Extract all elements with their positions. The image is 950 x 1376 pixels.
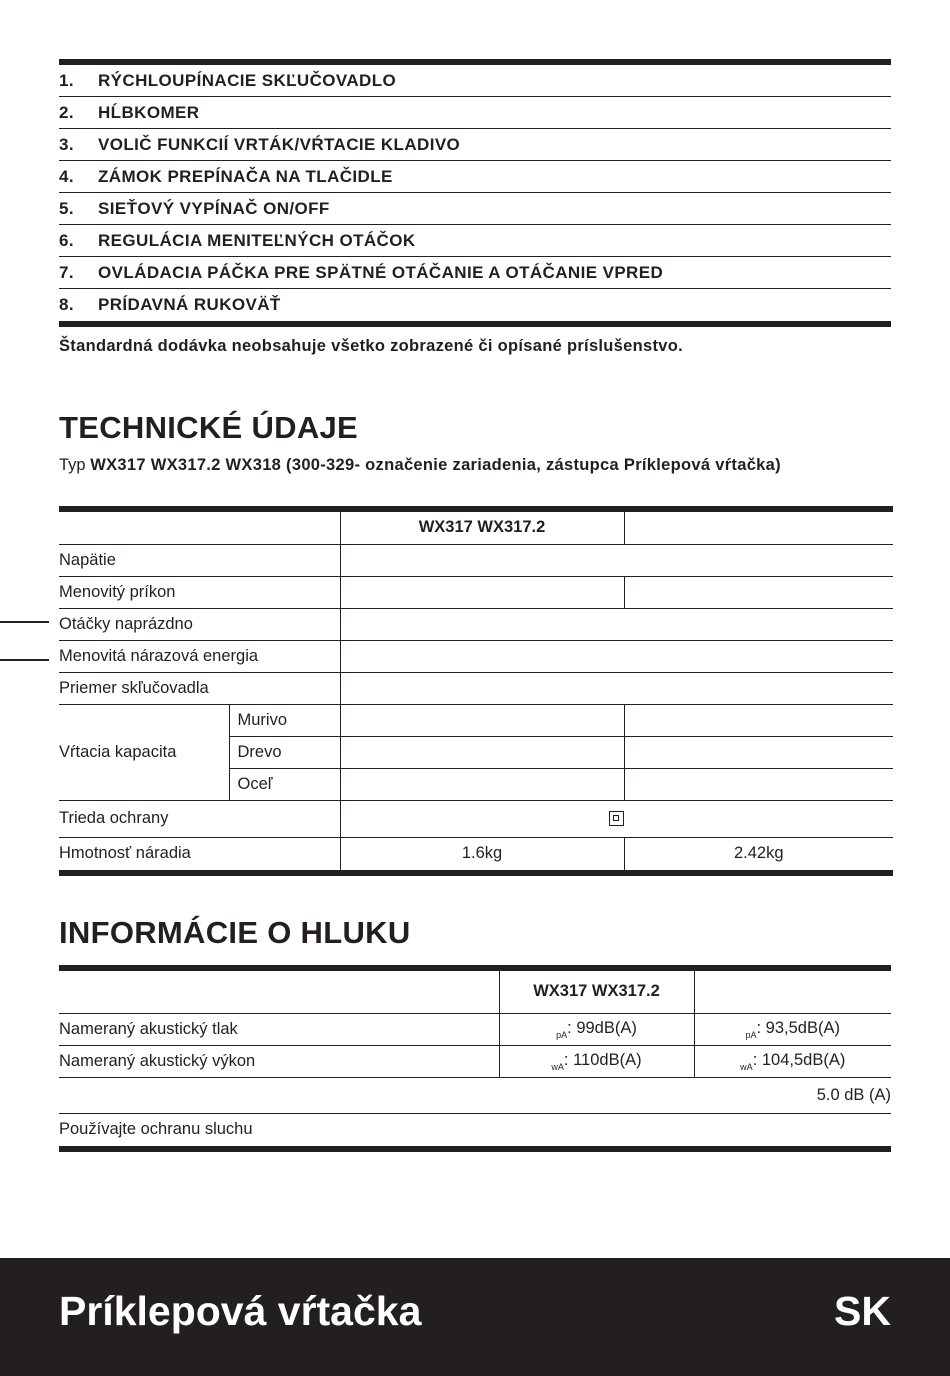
row-label: Priemer skľučovadla (59, 672, 340, 704)
table-row (59, 1077, 891, 1113)
row-value (340, 672, 893, 704)
row-label: Trieda ochrany (59, 800, 340, 837)
value-text: : 104,5dB(A) (752, 1050, 846, 1069)
value-text: : 99dB(A) (567, 1018, 637, 1037)
noise-title: INFORMÁCIE O HLUKU (59, 915, 411, 950)
table-row (59, 704, 893, 736)
sub-label: Murivo (229, 704, 340, 736)
sub-label: Drevo (229, 736, 340, 768)
part-number: 1. (59, 70, 74, 90)
part-number: 3. (59, 134, 74, 154)
part-number: 8. (59, 295, 74, 314)
parts-list-item (59, 193, 891, 225)
table-row (59, 576, 893, 608)
hearing-protection-note: Používajte ochranu sluchu (59, 1113, 891, 1149)
row-label: Nameraný akustický tlak (59, 1013, 499, 1045)
part-number: 4. (59, 166, 74, 186)
pressure-value-1 (499, 1013, 694, 1045)
language-code: SK (834, 1288, 891, 1334)
part-label: PRÍDAVNÁ RUKOVÄŤ (98, 295, 281, 314)
parts-list-item (59, 161, 891, 193)
header-model-2 (624, 512, 893, 544)
row-value (624, 704, 893, 736)
row-value (340, 608, 893, 640)
uncertainty-value: 5.0 dB (A) (59, 1077, 891, 1113)
row-value (340, 736, 624, 768)
row-label: Otáčky naprázdno (59, 608, 340, 640)
tech-table-wrap (59, 506, 893, 876)
row-value (340, 640, 893, 672)
noise-table (59, 971, 891, 1152)
row-value (624, 736, 893, 768)
row-value (340, 768, 624, 800)
parts-list-item (59, 65, 891, 97)
header-model-1: WX317 WX317.2 (499, 971, 694, 1013)
accessory-note: Štandardná dodávka neobsahuje všetko zobrazené či opísané príslušenstvo. (59, 337, 684, 355)
table-row (59, 1113, 891, 1149)
parts-list-item (59, 129, 891, 161)
type-line (59, 455, 891, 475)
table-row (59, 672, 893, 704)
row-label: Hmotnosť náradia (59, 837, 340, 873)
table-row (59, 800, 893, 837)
row-label: Menovitý príkon (59, 576, 340, 608)
part-label: SIEŤOVÝ VYPÍNAČ ON/OFF (98, 198, 330, 218)
part-label: RÝCHLOUPÍNACIE SKĽUČOVADLO (98, 70, 397, 90)
table-row (59, 1013, 891, 1045)
margin-mark (0, 659, 49, 661)
table-row (59, 544, 893, 576)
value-text: : 93,5dB(A) (756, 1018, 840, 1037)
margin-mark (0, 621, 49, 623)
row-value (340, 704, 624, 736)
part-label: REGULÁCIA MENITEĽNÝCH OTÁČOK (98, 230, 416, 250)
footer-title: Príklepová vŕtačka (59, 1288, 422, 1334)
row-value (340, 544, 893, 576)
value-text: : 110dB(A) (563, 1050, 642, 1069)
row-label: Nameraný akustický výkon (59, 1045, 499, 1077)
sub-label: Oceľ (229, 768, 340, 800)
row-label: Napätie (59, 544, 340, 576)
weight-value-2: 2.42kg (624, 837, 893, 873)
part-number: 7. (59, 262, 74, 282)
weight-value-1: 1.6kg (340, 837, 624, 873)
row-label: Vŕtacia kapacita (59, 704, 229, 800)
power-value-2 (694, 1045, 891, 1077)
row-value (340, 800, 893, 837)
table-row (59, 971, 891, 1013)
type-label: Typ (59, 456, 86, 474)
bottom-rule (59, 321, 891, 327)
part-label: OVLÁDACIA PÁČKA PRE SPÄTNÉ OTÁČANIE A OTÁČANIE VPRED (98, 262, 664, 282)
tech-data-title: TECHNICKÉ ÚDAJE (59, 410, 359, 445)
header-model-2 (694, 971, 891, 1013)
part-number: 2. (59, 102, 74, 122)
row-value (340, 576, 624, 608)
part-label: ZÁMOK PREPÍNAČA NA TLAČIDLE (98, 166, 393, 186)
table-row (59, 837, 893, 873)
parts-list-item (59, 97, 891, 129)
parts-rows (59, 65, 891, 321)
part-number: 6. (59, 230, 74, 250)
table-row (59, 1045, 891, 1077)
parts-list-item (59, 225, 891, 257)
part-number: 5. (59, 198, 74, 218)
subscript: wA (740, 1061, 753, 1072)
subscript: pA (745, 1029, 757, 1040)
part-label: VOLIČ FUNKCIÍ VRTÁK/VŔTACIE KLADIVO (98, 134, 461, 154)
row-value (624, 576, 893, 608)
header-model-1: WX317 WX317.2 (340, 512, 624, 544)
subscript: pA (556, 1029, 568, 1040)
power-value-1 (499, 1045, 694, 1077)
parts-list-item (59, 257, 891, 289)
tech-table (59, 512, 893, 876)
pressure-value-2 (694, 1013, 891, 1045)
row-label: Menovitá nárazová energia (59, 640, 340, 672)
parts-list (59, 59, 891, 356)
parts-list-item (59, 289, 891, 321)
table-row (59, 608, 893, 640)
table-row (59, 640, 893, 672)
footer-band (0, 1258, 950, 1376)
noise-table-wrap (59, 965, 891, 1152)
table-row (59, 512, 893, 544)
double-insulation-icon (609, 811, 624, 826)
row-value (624, 768, 893, 800)
subscript: wA (551, 1061, 564, 1072)
type-value: WX317 WX317.2 WX318 (300-329- označenie zariadenia, zástupca Príklepová vŕtačka) (90, 456, 781, 474)
part-label: HĹBKOMER (98, 102, 200, 122)
